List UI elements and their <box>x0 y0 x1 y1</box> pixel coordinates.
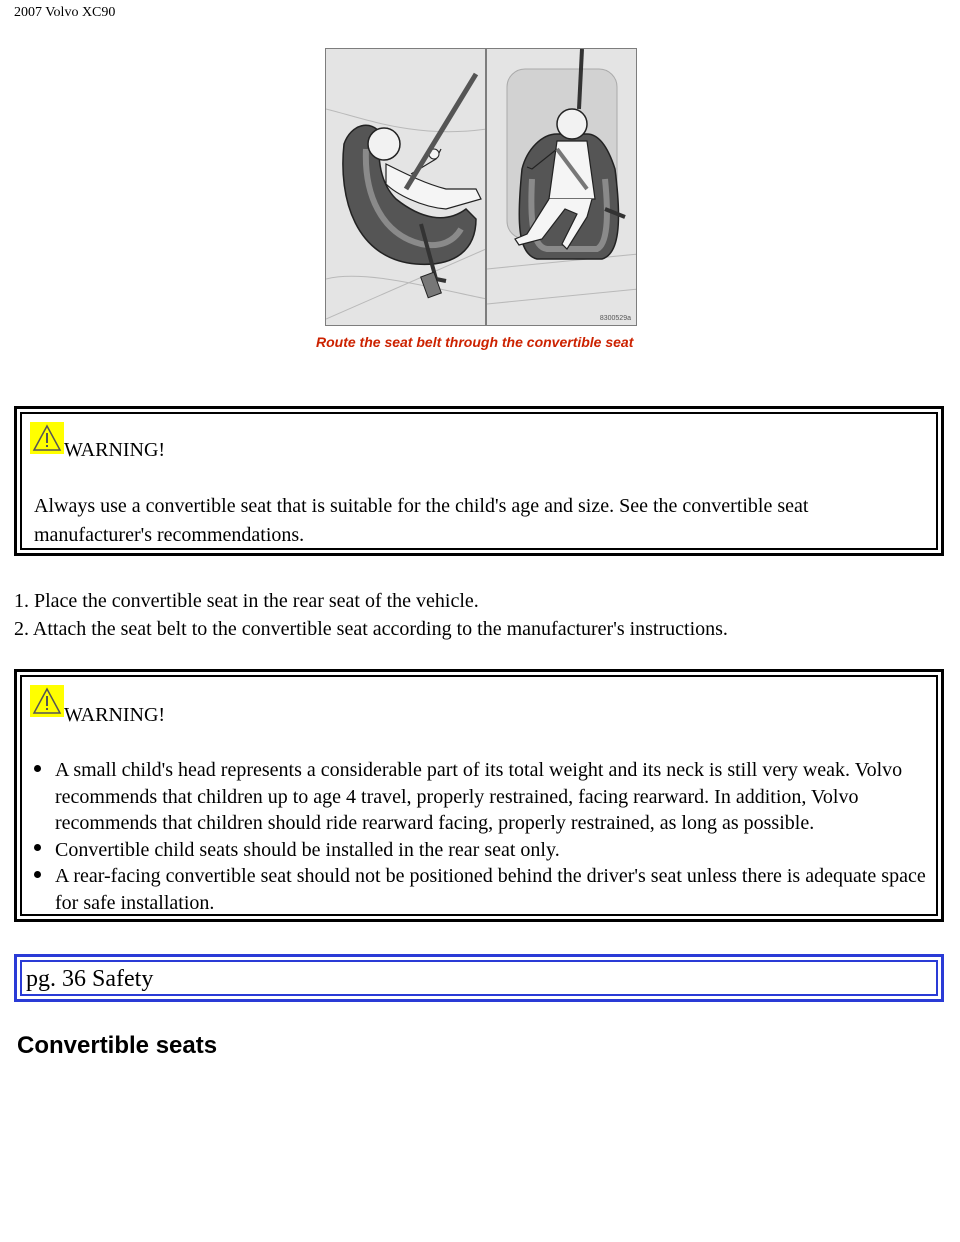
bullet-icon <box>34 871 41 878</box>
section-heading: Convertible seats <box>17 1032 218 1059</box>
list-item: A small child's head represents a considerable part of its total weight and its neck is still very weak. Volvo recommends that children up to age 4 travel, properly restrained, facing rearward. In addition, Volvo recommends that children should ride rearward facing, properly restrained, as long as possible. <box>34 757 930 837</box>
warning-box-1 <box>14 406 944 556</box>
forward-facing-seat-panel <box>486 48 637 326</box>
warning-triangle-icon <box>30 685 64 717</box>
warning-title: WARNING! <box>64 439 166 461</box>
warning-box-2 <box>14 669 944 922</box>
list-item: A rear-facing convertible seat should not be positioned behind the driver's seat unless there is adequate space for safe installation. <box>34 863 930 916</box>
step-item: 1. Place the convertible seat in the rear seat of the vehicle. <box>14 590 479 612</box>
forward-facing-seat-drawing <box>487 49 637 326</box>
bullet-icon <box>34 765 41 772</box>
warning-title: WARNING! <box>64 704 166 726</box>
figure-code: 8300529a <box>599 315 631 322</box>
installation-steps <box>14 587 728 643</box>
figure-caption: Route the seat belt through the convertible seat <box>316 334 634 350</box>
rear-facing-seat-panel <box>325 48 486 326</box>
document-header-title: 2007 Volvo XC90 <box>14 5 116 20</box>
page-label: pg. 36 Safety <box>26 966 154 992</box>
list-item: Convertible child seats should be installed in the rear seat only. <box>34 837 930 864</box>
rear-facing-seat-drawing <box>326 49 486 326</box>
warning-triangle-icon <box>30 422 64 454</box>
page-label-box <box>14 954 944 1002</box>
step-item: 2. Attach the seat belt to the convertible seat according to the manufacturer's instructions. <box>14 618 728 640</box>
warning-list <box>34 757 930 916</box>
bullet-icon <box>34 844 41 851</box>
convertible-seat-illustration <box>325 48 637 326</box>
warning-text: Always use a convertible seat that is suitable for the child's age and size. See the convertible seat manufacturer's recommendations. <box>34 495 809 546</box>
